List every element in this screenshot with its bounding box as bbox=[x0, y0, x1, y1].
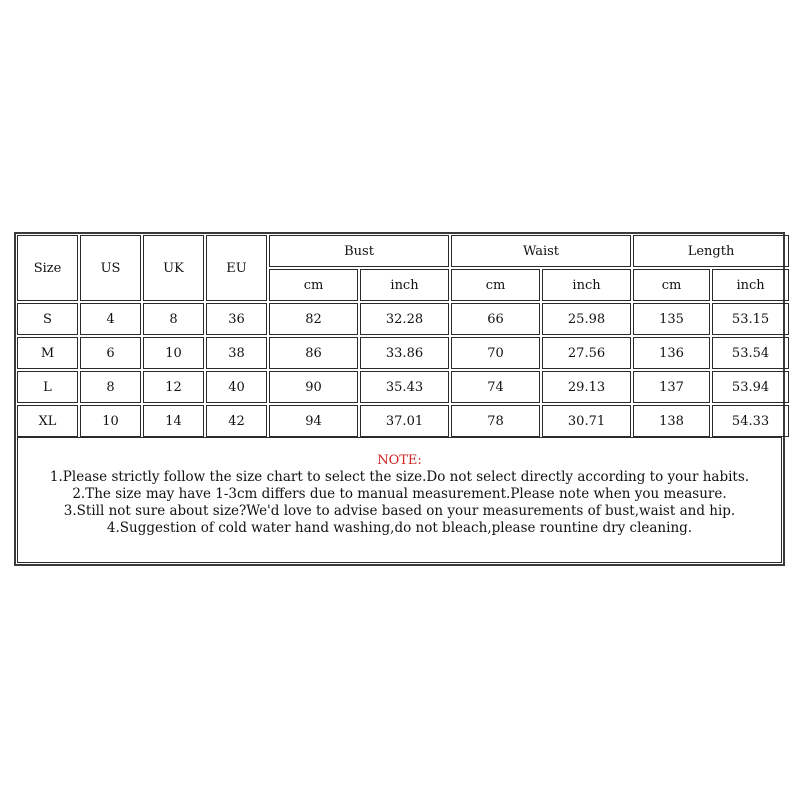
table-row bbox=[17, 337, 789, 369]
cell-waist-cm: 74 bbox=[451, 371, 540, 403]
header-waist-cm: cm bbox=[451, 269, 540, 301]
note-title: NOTE: bbox=[377, 453, 422, 468]
cell-us: 10 bbox=[80, 405, 141, 437]
cell-bust-inch: 37.01 bbox=[360, 405, 449, 437]
cell-eu: 40 bbox=[206, 371, 267, 403]
cell-size: XL bbox=[17, 405, 78, 437]
header-size: Size bbox=[17, 235, 78, 301]
cell-length-cm: 138 bbox=[633, 405, 710, 437]
header-us: US bbox=[80, 235, 141, 301]
cell-length-cm: 136 bbox=[633, 337, 710, 369]
header-bust-inch: inch bbox=[360, 269, 449, 301]
cell-size: L bbox=[17, 371, 78, 403]
table-row bbox=[17, 405, 789, 437]
cell-bust-cm: 94 bbox=[269, 405, 358, 437]
header-length-inch: inch bbox=[712, 269, 789, 301]
cell-bust-cm: 82 bbox=[269, 303, 358, 335]
cell-length-inch: 53.94 bbox=[712, 371, 789, 403]
cell-waist-cm: 78 bbox=[451, 405, 540, 437]
table-row bbox=[17, 303, 789, 335]
cell-bust-inch: 32.28 bbox=[360, 303, 449, 335]
cell-bust-inch: 35.43 bbox=[360, 371, 449, 403]
cell-eu: 42 bbox=[206, 405, 267, 437]
cell-length-cm: 135 bbox=[633, 303, 710, 335]
note-line-1: 1.Please strictly follow the size chart to select the size.Do not select directly according to your habits. bbox=[49, 469, 750, 485]
cell-eu: 38 bbox=[206, 337, 267, 369]
notes-panel bbox=[17, 437, 782, 563]
cell-uk: 8 bbox=[143, 303, 204, 335]
cell-size: S bbox=[17, 303, 78, 335]
header-eu: EU bbox=[206, 235, 267, 301]
header-waist-inch: inch bbox=[542, 269, 631, 301]
header-row-1 bbox=[17, 235, 789, 267]
table-row bbox=[17, 371, 789, 403]
cell-uk: 14 bbox=[143, 405, 204, 437]
cell-waist-inch: 25.98 bbox=[542, 303, 631, 335]
cell-length-inch: 54.33 bbox=[712, 405, 789, 437]
cell-bust-cm: 90 bbox=[269, 371, 358, 403]
header-length-cm: cm bbox=[633, 269, 710, 301]
cell-waist-inch: 27.56 bbox=[542, 337, 631, 369]
header-bust: Bust bbox=[269, 235, 449, 267]
note-line-2: 2.The size may have 1-3cm differs due to manual measurement.Please note when you measure. bbox=[72, 486, 727, 502]
cell-waist-cm: 70 bbox=[451, 337, 540, 369]
cell-length-cm: 137 bbox=[633, 371, 710, 403]
cell-us: 8 bbox=[80, 371, 141, 403]
cell-waist-inch: 29.13 bbox=[542, 371, 631, 403]
cell-size: M bbox=[17, 337, 78, 369]
header-bust-cm: cm bbox=[269, 269, 358, 301]
note-line-3: 3.Still not sure about size?We'd love to advise based on your measurements of bust,waist and hip. bbox=[63, 503, 736, 519]
cell-uk: 12 bbox=[143, 371, 204, 403]
cell-us: 4 bbox=[80, 303, 141, 335]
header-length: Length bbox=[633, 235, 789, 267]
header-waist: Waist bbox=[451, 235, 631, 267]
cell-bust-inch: 33.86 bbox=[360, 337, 449, 369]
size-chart-table bbox=[14, 232, 792, 440]
cell-us: 6 bbox=[80, 337, 141, 369]
note-line-4: 4.Suggestion of cold water hand washing,do not bleach,please rountine dry cleaning. bbox=[106, 520, 693, 536]
cell-bust-cm: 86 bbox=[269, 337, 358, 369]
cell-eu: 36 bbox=[206, 303, 267, 335]
cell-waist-cm: 66 bbox=[451, 303, 540, 335]
cell-length-inch: 53.54 bbox=[712, 337, 789, 369]
cell-waist-inch: 30.71 bbox=[542, 405, 631, 437]
header-uk: UK bbox=[143, 235, 204, 301]
cell-length-inch: 53.15 bbox=[712, 303, 789, 335]
cell-uk: 10 bbox=[143, 337, 204, 369]
